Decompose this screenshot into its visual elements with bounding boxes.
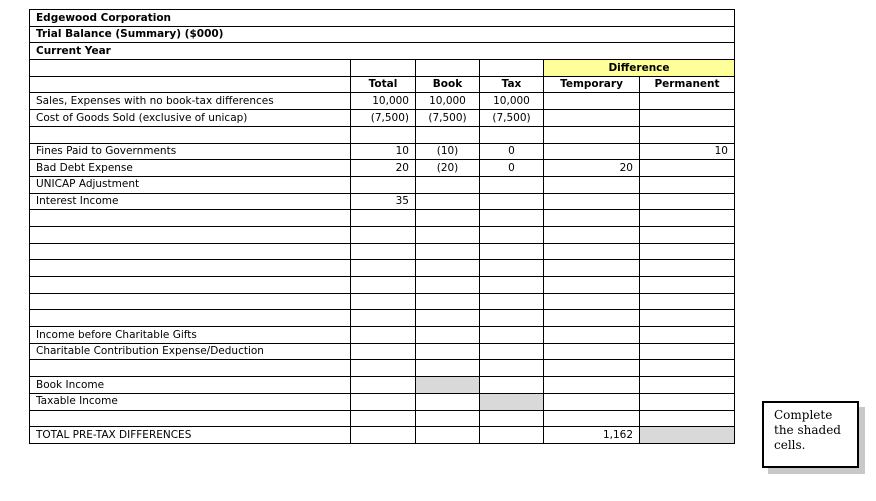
cell-total — [351, 377, 416, 394]
note-line: Complete — [774, 408, 833, 422]
table-row — [30, 393, 735, 410]
row-label: Cost of Goods Sold (exclusive of unicap) — [30, 110, 351, 127]
table-row — [30, 427, 735, 444]
row-label: Interest Income — [30, 193, 351, 210]
row-label: Taxable Income — [30, 393, 351, 410]
row-label: UNICAP Adjustment — [30, 176, 351, 193]
cell-permanent — [640, 126, 735, 143]
cell-book — [416, 310, 480, 327]
cell-permanent — [640, 360, 735, 377]
cell-book — [416, 343, 480, 360]
column-header-total: Total — [351, 76, 416, 93]
instruction-note — [762, 401, 859, 468]
table-row — [30, 343, 735, 360]
cell-book — [416, 360, 480, 377]
header-blank-cell — [351, 60, 416, 77]
cell-temporary — [544, 293, 640, 310]
cell-tax — [480, 327, 544, 344]
row-label: Charitable Contribution Expense/Deduction — [30, 343, 351, 360]
header-blank-cell — [416, 60, 480, 77]
cell-temporary — [544, 93, 640, 110]
table-row — [30, 110, 735, 127]
cell-temporary — [544, 126, 640, 143]
cell-temporary — [544, 243, 640, 260]
row-label: Income before Charitable Gifts — [30, 327, 351, 344]
column-header-permanent: Permanent — [640, 76, 735, 93]
cell-permanent — [640, 343, 735, 360]
table-row — [30, 327, 735, 344]
cell-tax: 0 — [480, 160, 544, 177]
header-blank-cell — [30, 60, 351, 77]
cell-temporary — [544, 260, 640, 277]
cell-tax — [480, 377, 544, 394]
cell-book: 10,000 — [416, 93, 480, 110]
cell-tax — [480, 343, 544, 360]
row-label — [30, 360, 351, 377]
row-label — [30, 277, 351, 294]
cell-total: 20 — [351, 160, 416, 177]
cell-total — [351, 260, 416, 277]
row-label — [30, 310, 351, 327]
cell-tax — [480, 360, 544, 377]
cell-total — [351, 277, 416, 294]
table-row — [30, 377, 735, 394]
row-label — [30, 210, 351, 227]
table-row — [30, 277, 735, 294]
trial-balance-table — [29, 9, 735, 444]
cell-tax: 0 — [480, 143, 544, 160]
cell-temporary — [544, 377, 640, 394]
cell-book — [416, 243, 480, 260]
cell-total — [351, 210, 416, 227]
cell-total — [351, 327, 416, 344]
cell-tax — [480, 410, 544, 427]
report-title: Trial Balance (Summary) ($000) — [30, 26, 735, 43]
cell-permanent[interactable] — [640, 427, 735, 444]
table-row — [30, 160, 735, 177]
row-label — [30, 293, 351, 310]
cell-total — [351, 243, 416, 260]
cell-temporary: 1,162 — [544, 427, 640, 444]
cell-temporary — [544, 410, 640, 427]
cell-temporary — [544, 360, 640, 377]
cell-tax — [480, 243, 544, 260]
cell-total — [351, 393, 416, 410]
cell-total: 10 — [351, 143, 416, 160]
cell-book — [416, 327, 480, 344]
cell-temporary — [544, 110, 640, 127]
cell-temporary — [544, 193, 640, 210]
row-label — [30, 260, 351, 277]
cell-permanent — [640, 176, 735, 193]
report-period: Current Year — [30, 43, 735, 60]
table-row — [30, 260, 735, 277]
cell-tax — [480, 226, 544, 243]
row-label — [30, 226, 351, 243]
cell-temporary — [544, 277, 640, 294]
row-label: TOTAL PRE-TAX DIFFERENCES — [30, 427, 351, 444]
cell-total — [351, 293, 416, 310]
table-row — [30, 210, 735, 227]
cell-book — [416, 293, 480, 310]
cell-book — [416, 176, 480, 193]
cell-permanent — [640, 93, 735, 110]
cell-book — [416, 210, 480, 227]
cell-temporary — [544, 210, 640, 227]
cell-tax — [480, 260, 544, 277]
cell-temporary — [544, 310, 640, 327]
cell-tax: (7,500) — [480, 110, 544, 127]
note-line: the shaded — [774, 423, 841, 437]
cell-temporary — [544, 143, 640, 160]
cell-total — [351, 410, 416, 427]
cell-temporary: 20 — [544, 160, 640, 177]
company-name: Edgewood Corporation — [30, 10, 735, 27]
cell-tax — [480, 310, 544, 327]
cell-permanent: 10 — [640, 143, 735, 160]
cell-permanent — [640, 310, 735, 327]
header-blank-cell — [480, 60, 544, 77]
row-label: Book Income — [30, 377, 351, 394]
cell-permanent — [640, 410, 735, 427]
cell-total — [351, 360, 416, 377]
table-row — [30, 143, 735, 160]
cell-temporary — [544, 226, 640, 243]
cell-total: (7,500) — [351, 110, 416, 127]
cell-tax — [480, 176, 544, 193]
cell-permanent — [640, 193, 735, 210]
cell-tax — [480, 427, 544, 444]
cell-book — [416, 393, 480, 410]
cell-book — [416, 193, 480, 210]
cell-tax: 10,000 — [480, 93, 544, 110]
table-row — [30, 226, 735, 243]
cell-permanent — [640, 210, 735, 227]
table-row — [30, 126, 735, 143]
note-line: cells. — [774, 438, 806, 452]
table-row — [30, 193, 735, 210]
cell-total: 10,000 — [351, 93, 416, 110]
cell-total — [351, 126, 416, 143]
cell-tax — [480, 277, 544, 294]
cell-permanent — [640, 243, 735, 260]
cell-book — [416, 126, 480, 143]
cell-total: 35 — [351, 193, 416, 210]
row-label — [30, 410, 351, 427]
cell-book: (20) — [416, 160, 480, 177]
cell-tax — [480, 293, 544, 310]
table-row — [30, 360, 735, 377]
column-header-tax: Tax — [480, 76, 544, 93]
header-blank-cell — [30, 76, 351, 93]
cell-total — [351, 427, 416, 444]
cell-tax — [480, 193, 544, 210]
cell-total — [351, 310, 416, 327]
cell-permanent — [640, 260, 735, 277]
cell-book — [416, 226, 480, 243]
table-row — [30, 310, 735, 327]
table-row — [30, 176, 735, 193]
cell-tax — [480, 126, 544, 143]
row-label — [30, 243, 351, 260]
cell-book — [416, 277, 480, 294]
table-row — [30, 243, 735, 260]
cell-tax — [480, 210, 544, 227]
table-row — [30, 93, 735, 110]
cell-temporary — [544, 327, 640, 344]
cell-permanent — [640, 377, 735, 394]
cell-total — [351, 226, 416, 243]
row-label: Bad Debt Expense — [30, 160, 351, 177]
column-header-temporary: Temporary — [544, 76, 640, 93]
cell-permanent — [640, 226, 735, 243]
cell-temporary — [544, 343, 640, 360]
row-label — [30, 126, 351, 143]
cell-permanent — [640, 293, 735, 310]
column-header-book: Book — [416, 76, 480, 93]
cell-book: (7,500) — [416, 110, 480, 127]
cell-book — [416, 410, 480, 427]
cell-temporary — [544, 393, 640, 410]
cell-permanent — [640, 393, 735, 410]
cell-permanent — [640, 327, 735, 344]
cell-tax[interactable] — [480, 393, 544, 410]
table-row — [30, 410, 735, 427]
cell-book — [416, 260, 480, 277]
cell-permanent — [640, 160, 735, 177]
cell-total — [351, 343, 416, 360]
cell-permanent — [640, 110, 735, 127]
cell-total — [351, 176, 416, 193]
cell-book[interactable] — [416, 377, 480, 394]
table-row — [30, 293, 735, 310]
cell-permanent — [640, 277, 735, 294]
cell-book: (10) — [416, 143, 480, 160]
cell-book — [416, 427, 480, 444]
cell-temporary — [544, 176, 640, 193]
difference-header: Difference — [544, 60, 735, 77]
row-label: Fines Paid to Governments — [30, 143, 351, 160]
row-label: Sales, Expenses with no book-tax differences — [30, 93, 351, 110]
